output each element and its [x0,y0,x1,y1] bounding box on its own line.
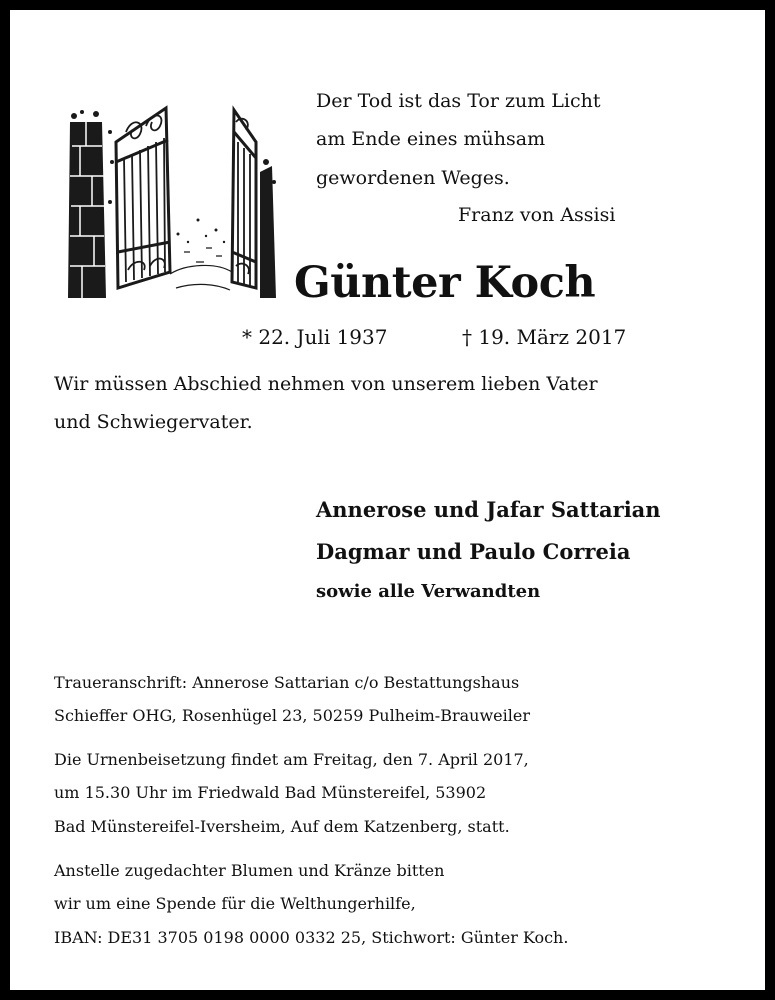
mourners-others: sowie alle Verwandten [316,581,541,602]
donation-line-1: Anstelle zugedachter Blumen und Kränze bitten [54,861,445,880]
deceased-name: Günter Koch [294,258,596,308]
mourner-2: Dagmar und Paulo Correia [316,539,631,564]
burial-line-2: um 15.30 Uhr im Friedwald Bad Münstereifel, 53902 [54,783,487,802]
message-line-1: Wir müssen Abschied nehmen von unserem lieben Vater [54,373,598,395]
donation-iban-line: IBAN: DE31 3705 0198 0000 0332 25, Stichwort: Günter Koch. [54,928,569,947]
quote-line-2: am Ende eines mühsam [316,128,546,150]
burial-line-1: Die Urnenbeisetzung findet am Freitag, den 7. April 2017, [54,750,529,769]
birth-date: * 22. Juli 1937 [242,325,388,349]
address-line-2: Schieffer OHG, Rosenhügel 23, 50259 Pulheim-Brauweiler [54,706,530,725]
address-line-1: Traueranschrift: Annerose Sattarian c/o Bestattungshaus [54,673,520,692]
burial-line-3: Bad Münstereifel-Iversheim, Auf dem Katzenberg, statt. [54,817,510,836]
open-gate-icon [66,102,278,304]
death-date: † 19. März 2017 [462,325,627,349]
mourner-1: Annerose und Jafar Sattarian [316,497,661,522]
message-line-2: und Schwiegervater. [54,411,253,433]
quote-author: Franz von Assisi [458,204,616,226]
quote-line-3: gewordenen Weges. [316,167,510,189]
quote-line-1: Der Tod ist das Tor zum Licht [316,90,601,112]
donation-line-2: wir um eine Spende für die Welthungerhilfe, [54,894,416,913]
